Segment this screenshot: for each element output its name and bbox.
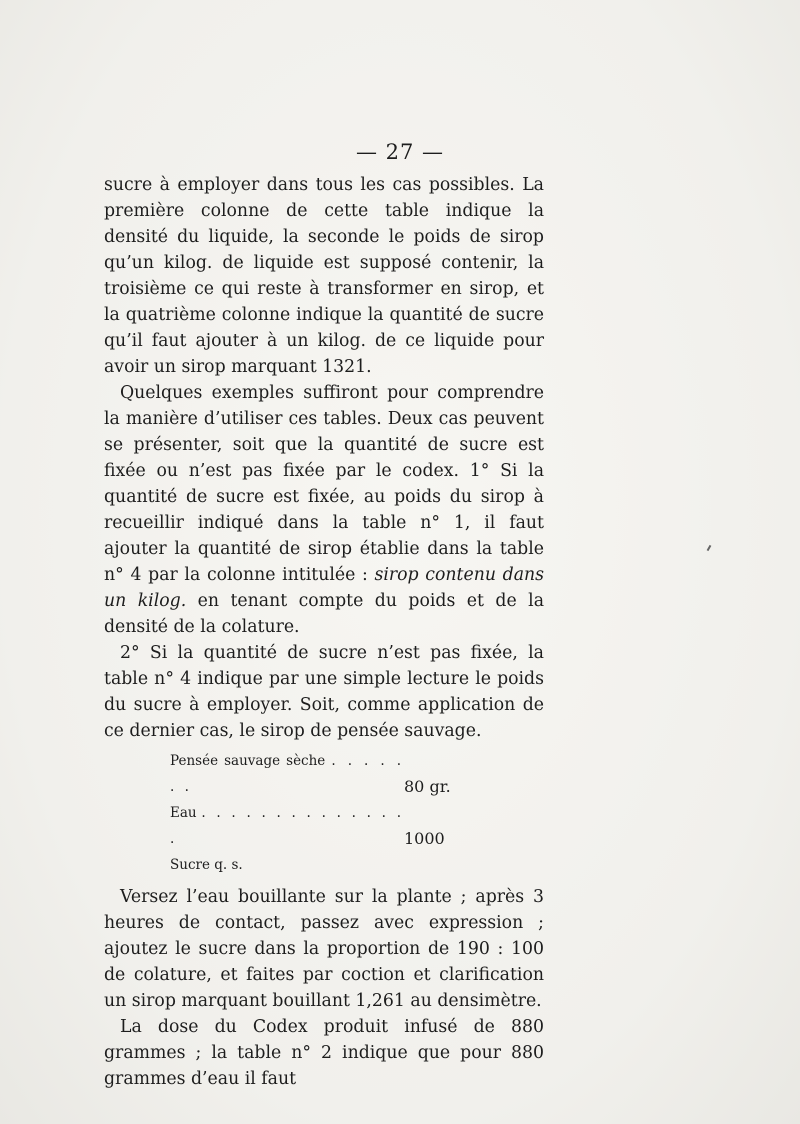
paragraph-2-italic: sirop contenu dans un kilog. [104,565,544,611]
paragraph-1: sucre à employer dans tous les cas possibles. La première colonne de cette table indique la densité du liquide, la seconde le poids de sirop qu’un kilog. de liquide est supposé contenir, la troisième ce qui reste à transformer en sirop, et la quatrième colonne indique la quantité de sucre qu’il faut ajouter à un kilog. de ce liquide pour avoir un sirop marquant 1321. [104,175,544,377]
page-number: — 27 — [355,140,445,164]
paragraph-2-part-b: en tenant compte du poids et de la densité de la colature. [104,591,544,637]
recipe-ingredient: Pensée sauvage sèche . . . . . . . [170,753,404,795]
recipe-quantity [404,852,451,878]
paragraph-2 [104,380,544,640]
paper-mark [707,545,712,551]
body-text [104,172,544,1092]
recipe-table [170,748,451,878]
paragraph-3: 2° Si la quantité de sucre n’est pas fixée, la table n° 4 indique par une simple lecture le poids du sucre à employer. Soit, comme application de ce dernier cas, le sirop de pensée sauvage. [104,643,544,741]
recipe-row [170,800,451,852]
recipe-row [170,748,451,800]
paragraph-5: La dose du Codex produit infusé de 880 grammes ; la table n° 2 indique que pour 880 grammes d’eau il faut [104,1017,544,1089]
paragraph-4: Versez l’eau bouillante sur la plante ; après 3 heures de contact, passez avec expression ; ajoutez le sucre dans la proportion de 190 : 100 de colature, et faites par coction et clarification un sirop marquant bouillant 1,261 au densimètre. [104,887,544,1011]
recipe-ingredient: Eau . . . . . . . . . . . . . . . [170,805,404,847]
recipe-quantity: 80 gr. [404,777,451,796]
recipe-quantity: 1000 [404,829,445,848]
paragraph-2-part-a: Quelques exemples suffiront pour comprendre la manière d’utiliser ces tables. Deux cas peuvent se présenter, soit que la quantité de sucre est fixée ou n’est pas fixée par le codex. 1° Si la quantité de sucre est fixée, au poids du sirop à recueillir indiqué dans la table n° 1, il faut ajouter la quantité de sirop établie dans la table n° 4 par la colonne intitulée : [104,383,544,585]
recipe-ingredient: Sucre q. s. [170,857,243,873]
recipe-row [170,852,451,878]
